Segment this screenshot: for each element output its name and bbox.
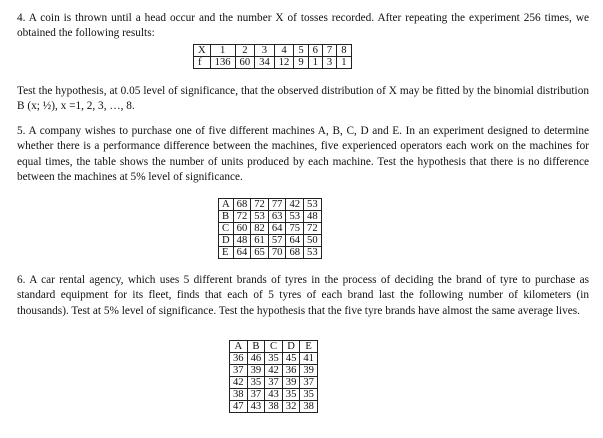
table-cell: 38 [265, 401, 283, 413]
table-coin-tosses-body [194, 45, 352, 69]
table-cell: 63 [268, 211, 286, 223]
table-cell: 57 [268, 235, 286, 247]
table-cell: 82 [251, 223, 269, 235]
table-cell: 64 [233, 247, 251, 259]
table-cell: 5 [294, 45, 308, 57]
column-header: D [282, 341, 300, 353]
table-row [219, 235, 322, 247]
table-cell: 53 [251, 211, 269, 223]
table-cell: 68 [233, 199, 251, 211]
table-cell: 75 [286, 223, 304, 235]
table-cell: 3 [255, 45, 275, 57]
table-cell: 60 [233, 223, 251, 235]
table-cell: 9 [294, 57, 308, 69]
table-cell: 43 [247, 401, 265, 413]
table-cell: 35 [265, 353, 283, 365]
table-cell: 38 [300, 401, 318, 413]
table-cell: 72 [304, 223, 322, 235]
table-cell: 64 [286, 235, 304, 247]
table-row [230, 365, 318, 377]
table-cell: 37 [247, 389, 265, 401]
table-cell: 35 [247, 377, 265, 389]
table-tyres [229, 340, 318, 413]
table-row [219, 199, 322, 211]
table-cell: 12 [274, 57, 294, 69]
table-cell: 77 [268, 199, 286, 211]
table-cell: 1 [337, 57, 351, 69]
table-cell: 4 [274, 45, 294, 57]
row-label-cell: X [194, 45, 211, 57]
table-cell: 50 [304, 235, 322, 247]
table-cell: 136 [210, 57, 235, 69]
table-cell: 72 [251, 199, 269, 211]
table-machines [218, 198, 322, 259]
table-cell: 38 [230, 389, 248, 401]
column-header: E [300, 341, 318, 353]
table-row [194, 45, 352, 57]
table-cell: 53 [304, 247, 322, 259]
question-5-text: 5. A company wishes to purchase one of five different machines A, B, C, D and E. In an experiment designed to determine whether there is a performance difference between the machines, five experienced operators each work on the machines for equal times, the table shows the number of units produced by each machine. Test the hypothesis that there is no difference between the machines at 5% level of significance. [17, 125, 589, 183]
table-cell: 65 [251, 247, 269, 259]
table-header-row [230, 341, 318, 353]
table-cell: 53 [304, 199, 322, 211]
table-cell: 64 [268, 223, 286, 235]
table-cell: 42 [265, 365, 283, 377]
table-cell: 2 [235, 45, 255, 57]
row-label-cell: A [219, 199, 234, 211]
row-label-cell: f [194, 57, 211, 69]
table-cell: 42 [230, 377, 248, 389]
table-cell: 32 [282, 401, 300, 413]
row-label-cell: B [219, 211, 234, 223]
table-cell: 47 [230, 401, 248, 413]
table-cell: 37 [230, 365, 248, 377]
table-tyres-body [230, 341, 318, 413]
table-coin-tosses [193, 44, 352, 69]
table-cell: 48 [233, 235, 251, 247]
table-row [219, 223, 322, 235]
table-row [219, 247, 322, 259]
table-cell: 37 [300, 377, 318, 389]
question-4-intro: 4. A coin is thrown until a head occur and the number X of tosses recorded. After repeating the experiment 256 times, we obtained the following results: [17, 12, 589, 40]
table-cell: 39 [300, 365, 318, 377]
row-label-cell: C [219, 223, 234, 235]
row-label-cell: D [219, 235, 234, 247]
table-cell: 39 [282, 377, 300, 389]
table-cell: 46 [247, 353, 265, 365]
row-label-cell: E [219, 247, 234, 259]
table-cell: 68 [286, 247, 304, 259]
column-header: A [230, 341, 248, 353]
table-cell: 35 [282, 389, 300, 401]
table-cell: 60 [235, 57, 255, 69]
table-row [230, 353, 318, 365]
question-4-hypothesis: Test the hypothesis, at 0.05 level of significance, that the observed distribution of X may be fitted by the binomial distribution B (x; ½), x =1, 2, 3, …, 8. [17, 85, 589, 113]
table-cell: 1 [308, 57, 322, 69]
question-6-text: 6. A car rental agency, which uses 5 different brands of tyres in the process of deciding the brand of tyre to purchase as standard equipment for its fleet, finds that each of 5 tyres of each brand last the following number of kilometers (in thousands). Test at 5% level of significance. Test the hypothesis that the five tyre brands have almost the same average lives. [17, 274, 589, 317]
table-cell: 39 [247, 365, 265, 377]
table-cell: 7 [322, 45, 336, 57]
table-cell: 3 [322, 57, 336, 69]
table-cell: 72 [233, 211, 251, 223]
table-cell: 36 [282, 365, 300, 377]
table-cell: 8 [337, 45, 351, 57]
column-header: B [247, 341, 265, 353]
table-cell: 41 [300, 353, 318, 365]
table-cell: 37 [265, 377, 283, 389]
column-header: C [265, 341, 283, 353]
table-cell: 70 [268, 247, 286, 259]
table-cell: 36 [230, 353, 248, 365]
table-cell: 35 [300, 389, 318, 401]
table-cell: 42 [286, 199, 304, 211]
table-cell: 6 [308, 45, 322, 57]
table-row [194, 57, 352, 69]
table-cell: 34 [255, 57, 275, 69]
table-row [219, 211, 322, 223]
table-row [230, 377, 318, 389]
table-row [230, 389, 318, 401]
table-machines-body [219, 199, 322, 259]
table-cell: 45 [282, 353, 300, 365]
table-cell: 43 [265, 389, 283, 401]
table-cell: 61 [251, 235, 269, 247]
table-cell: 48 [304, 211, 322, 223]
table-row [230, 401, 318, 413]
table-cell: 53 [286, 211, 304, 223]
table-cell: 1 [210, 45, 235, 57]
